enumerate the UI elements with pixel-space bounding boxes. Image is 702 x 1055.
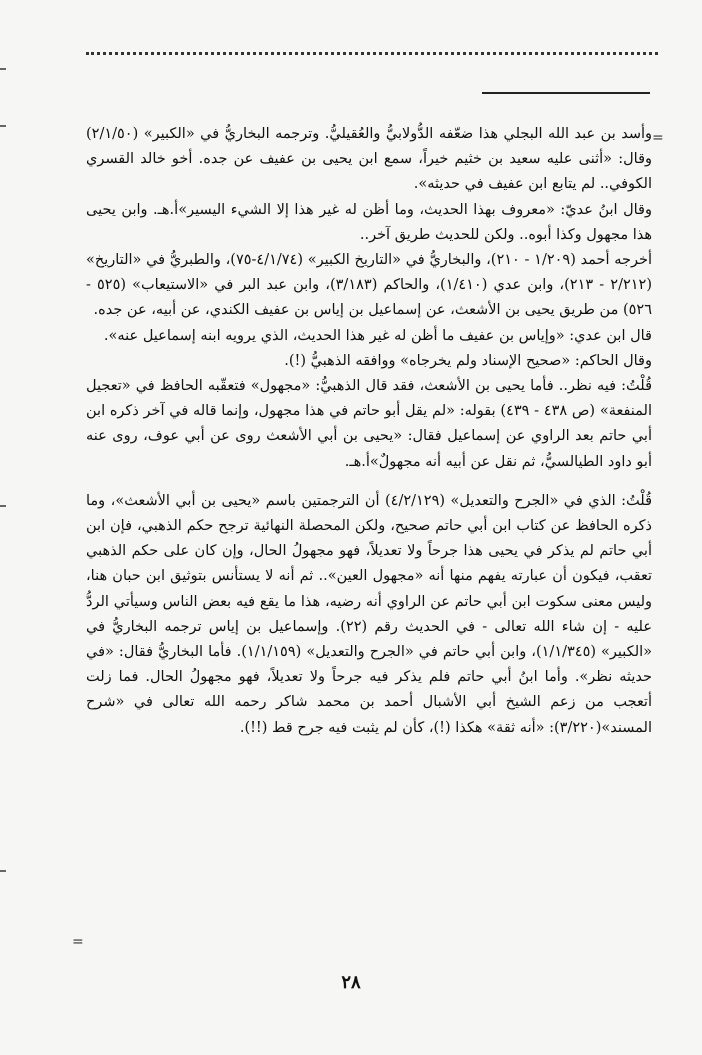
paragraph: وقال الحاكم: «صحيح الإسناد ولم يخرجاه» ووافقه الذهبيُّ (!).	[284, 352, 652, 369]
page-number: ٢٨	[341, 972, 361, 993]
paragraph: وأسد بن عبد الله البجلي هذا ضعّفه الدُّولابيُّ والعُقيليُّ. وترجمه البخاريُّ في «الكبير» (٢/١/٥٠) وقال: «أثنى عليه سعيد بن خثيم خيراً، سمع ابن يحيى بن عفيف عن جده. أخو خالد القسري الكوفي.. لم يتابع ابن عفيف في حديثه».	[86, 126, 652, 193]
paragraph: قال ابن عدي: «وإياس بن عفيف ما أظن له غير هذا الحديث، الذي يرويه ابنه إسماعيل عنه».	[103, 327, 652, 344]
scan-edge-mark	[0, 125, 6, 127]
footnote-separator-rule	[482, 92, 650, 94]
scan-edge-mark	[0, 68, 6, 70]
paragraph: أخرجه أحمد (١/٢٠٩ - ٢١٠)، والبخاريُّ في «التاريخ الكبير» (٤/١/٧٤-٧٥)، والطبريُّ في «التاريخ» (٢/٢١٢ - ٢١٣)، وابن عدي (١/٤١٠)، والحاكم (٣/١٨٣)، وابن عبد البر في «الاستيعاب» (٥٢٥ - ٥٢٦) من طريق يحيى بن الأشعث، عن إسماعيل بن إياس بن عفيف الكندي، عن أبيه، عن جده.	[86, 252, 652, 319]
paragraph: قُلْتُ: الذي في «الجرح والتعديل» (٤/٢/١٢٩) أن الترجمتين باسم «يحيى بن أبي الأشعث»، وما ذكره الحافظ عن كتاب ابن أبي حاتم صحيح، ولكن المحصلة النهائية ترجح حكم الذهبي، فإن ابن أبي حاتم لم يذكر في يحيى هذا جرحاً ولا تعديلاً، فهو مجهولُ الحال، وإن كان على حكم الذهبي تعقب، فيكون أن عبارته يفهم منها أنه «مجهول العين».. ثم أنه لا يستأنس بتوثيق ابن حبان هنا، وليس معنى سكوت ابن أبي حاتم عن الراوي أنه رضيه، هذا ما يقع فيه بعض الناس وسيأتي الردُّ عليه - إن شاء الله تعالى - في الحديث رقم (٢٢). وإسماعيل بن إياس ترجمه البخاريُّ في «الكبير» (١/١/٣٤٥)، وابن أبي حاتم في «الجرح والتعديل» (١/١/١٥٩). فأما البخاريُّ فقال: «في حديثه نظر». وأما ابنُ أبي حاتم فلم يذكر فيه جرحاً ولا تعديلاً، فهو مجهولُ الحال. فما زلت أتعجب من زعم الشيخ أبي الأشبال أحمد بن محمد شاكر رحمه الله تعالى في «شرح المسند»(٣/٢٢٠): «أنه ثقة» هكذا (!)، كأن لم يثبت فيه جرح قط (!!).	[86, 492, 653, 736]
paragraph: قُلْتُ: فيه نظر.. فأما يحيى بن الأشعث، فقد قال الذهبيُّ: «مجهول» فتعقّبه الحافظ في «تعجيل المنفعة» (ص ٤٣٨ - ٤٣٩) بقوله: «لم يقل أبو حاتم في هذا مجهول، وإنما قاله في آخر ذكره ابن أبي حاتم بعد الراوي عن إسماعيل فقال: «يحيى بن أبي الأشعث روى عن أبي عوف، روى عنه أبو داود الطيالسيُّ، ثم نقل عن أبيه أنه مجهولٌ»أ.هـ.	[86, 378, 653, 470]
paragraph: وقال ابنُ عديّ: «معروف بهذا الحديث، وما أظن له غير هذا إلا الشيء اليسير»أ.هـ. وابن يحيى هذا مجهول وكذا أبوه.. ولكن للحديث طريق آخر..	[86, 201, 652, 243]
scan-edge-mark	[0, 505, 6, 507]
continuation-mark-bottom: =	[72, 934, 84, 950]
dotted-header-line	[86, 40, 658, 55]
footnote-body	[86, 122, 652, 741]
scan-edge-mark	[0, 870, 6, 872]
continuation-mark-top: =	[652, 130, 664, 146]
